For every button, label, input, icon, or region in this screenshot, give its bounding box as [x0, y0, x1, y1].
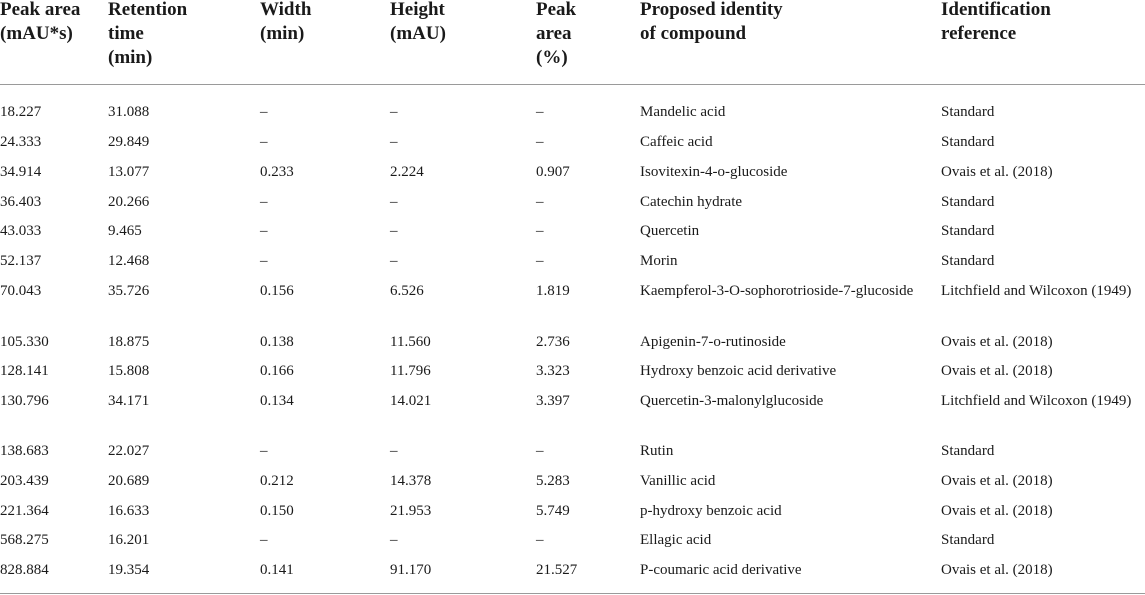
cell-peak-area: 130.796: [0, 393, 49, 409]
cell-retention-time: 16.201: [108, 532, 150, 548]
cell-identification-reference: Standard: [941, 532, 995, 548]
cell-identification-reference: Ovais et al. (2018): [941, 164, 1053, 180]
cell-identification-reference: Standard: [941, 194, 995, 210]
cell-peak-area-pct: 0.907: [536, 164, 570, 180]
cell-identification-reference: Litchfield and Wilcoxon (1949): [941, 393, 1132, 409]
cell-identification-reference: Standard: [941, 223, 995, 239]
cell-height: 2.224: [390, 164, 424, 180]
cell-proposed-identity: Catechin hydrate: [640, 194, 743, 210]
cell-peak-area-pct: –: [536, 223, 544, 239]
cell-identification-reference: Ovais et al. (2018): [941, 334, 1053, 350]
cell-height: 91.170: [390, 562, 432, 578]
cell-peak-area: 128.141: [0, 363, 49, 379]
cell-height: 11.796: [390, 363, 431, 379]
cell-peak-area: 138.683: [0, 443, 49, 459]
cell-width: –: [260, 104, 268, 120]
cell-identification-reference: Ovais et al. (2018): [941, 562, 1053, 578]
cell-peak-area-pct: –: [536, 134, 544, 150]
table-bottom-divider: [0, 593, 1145, 594]
cell-width: 0.138: [260, 334, 294, 350]
cell-height: –: [390, 223, 398, 239]
cell-peak-area-pct: 5.283: [536, 473, 570, 489]
cell-width: 0.141: [260, 562, 294, 578]
cell-proposed-identity: Rutin: [640, 443, 674, 459]
cell-peak-area: 34.914: [0, 164, 42, 180]
cell-identification-reference: Ovais et al. (2018): [941, 503, 1053, 519]
cell-retention-time: 16.633: [108, 503, 150, 519]
cell-retention-time: 35.726: [108, 283, 150, 299]
cell-peak-area: 36.403: [0, 194, 42, 210]
cell-identification-reference: Ovais et al. (2018): [941, 363, 1053, 379]
cell-height: 21.953: [390, 503, 432, 519]
cell-peak-area: 203.439: [0, 473, 49, 489]
cell-peak-area-pct: –: [536, 443, 544, 459]
cell-retention-time: 19.354: [108, 562, 150, 578]
cell-peak-area: 105.330: [0, 334, 49, 350]
cell-retention-time: 13.077: [108, 164, 150, 180]
cell-peak-area: 18.227: [0, 104, 42, 120]
cell-peak-area: 70.043: [0, 283, 42, 299]
cell-retention-time: 31.088: [108, 104, 150, 120]
cell-identification-reference: Ovais et al. (2018): [941, 473, 1053, 489]
cell-proposed-identity: Apigenin-7-o-rutinoside: [640, 334, 786, 350]
cell-retention-time: 29.849: [108, 134, 150, 150]
cell-width: –: [260, 134, 268, 150]
cell-peak-area: 221.364: [0, 503, 49, 519]
cell-retention-time: 12.468: [108, 253, 150, 269]
header-retention-time: Retention time (min): [108, 0, 188, 68]
cell-proposed-identity: p-hydroxy benzoic acid: [640, 503, 782, 519]
cell-height: 11.560: [390, 334, 431, 350]
cell-peak-area-pct: 1.819: [536, 283, 570, 299]
cell-peak-area: 24.333: [0, 134, 42, 150]
cell-retention-time: 18.875: [108, 334, 150, 350]
cell-identification-reference: Standard: [941, 104, 995, 120]
cell-width: –: [260, 223, 268, 239]
cell-width: –: [260, 532, 268, 548]
cell-peak-area-pct: –: [536, 104, 544, 120]
cell-width: 0.156: [260, 283, 294, 299]
cell-identification-reference: Standard: [941, 253, 995, 269]
cell-height: –: [390, 443, 398, 459]
cell-width: –: [260, 253, 268, 269]
header-height: Height (mAU): [390, 0, 446, 44]
cell-proposed-identity: P-coumaric acid derivative: [640, 562, 802, 578]
cell-peak-area-pct: 2.736: [536, 334, 570, 350]
cell-proposed-identity: Quercetin-3-malonylglucoside: [640, 393, 824, 409]
cell-identification-reference: Standard: [941, 134, 995, 150]
cell-width: 0.212: [260, 473, 294, 489]
header-peak-area-pct: Peak area (%): [536, 0, 577, 68]
cell-peak-area-pct: –: [536, 532, 544, 548]
cell-retention-time: 20.689: [108, 473, 150, 489]
cell-width: –: [260, 443, 268, 459]
cell-height: –: [390, 253, 398, 269]
header-identification-reference: Identification reference: [941, 0, 1051, 44]
cell-width: –: [260, 194, 268, 210]
cell-height: –: [390, 134, 398, 150]
cell-proposed-identity: Mandelic acid: [640, 104, 726, 120]
cell-retention-time: 22.027: [108, 443, 150, 459]
cell-height: 14.378: [390, 473, 432, 489]
cell-height: –: [390, 532, 398, 548]
header-divider: [0, 84, 1145, 85]
cell-retention-time: 34.171: [108, 393, 150, 409]
cell-peak-area-pct: 3.323: [536, 363, 570, 379]
cell-width: 0.150: [260, 503, 294, 519]
cell-proposed-identity: Vanillic acid: [640, 473, 716, 489]
cell-proposed-identity: Quercetin: [640, 223, 700, 239]
cell-identification-reference: Standard: [941, 443, 995, 459]
cell-width: 0.166: [260, 363, 294, 379]
header-proposed-identity: Proposed identity of compound: [640, 0, 783, 44]
cell-height: 6.526: [390, 283, 424, 299]
cell-peak-area: 52.137: [0, 253, 42, 269]
cell-width: 0.134: [260, 393, 294, 409]
cell-proposed-identity: Morin: [640, 253, 678, 269]
cell-peak-area-pct: 5.749: [536, 503, 570, 519]
header-width: Width (min): [260, 0, 312, 44]
cell-proposed-identity: Ellagic acid: [640, 532, 712, 548]
cell-proposed-identity: Hydroxy benzoic acid derivative: [640, 363, 837, 379]
header-peak-area: Peak area (mAU*s): [0, 0, 81, 44]
cell-peak-area-pct: –: [536, 194, 544, 210]
cell-height: 14.021: [390, 393, 432, 409]
cell-peak-area: 828.884: [0, 562, 49, 578]
cell-peak-area: 568.275: [0, 532, 49, 548]
cell-peak-area-pct: –: [536, 253, 544, 269]
cell-retention-time: 15.808: [108, 363, 150, 379]
cell-width: 0.233: [260, 164, 294, 180]
cell-retention-time: 20.266: [108, 194, 150, 210]
cell-identification-reference: Litchfield and Wilcoxon (1949): [941, 283, 1132, 299]
cell-proposed-identity: Isovitexin-4-o-glucoside: [640, 164, 788, 180]
cell-peak-area-pct: 3.397: [536, 393, 570, 409]
cell-retention-time: 9.465: [108, 223, 142, 239]
cell-peak-area: 43.033: [0, 223, 42, 239]
cell-height: –: [390, 104, 398, 120]
cell-height: –: [390, 194, 398, 210]
cell-peak-area-pct: 21.527: [536, 562, 578, 578]
cell-proposed-identity: Caffeic acid: [640, 134, 713, 150]
cell-proposed-identity: Kaempferol-3-O-sophorotrioside-7-glucoside: [640, 283, 914, 299]
